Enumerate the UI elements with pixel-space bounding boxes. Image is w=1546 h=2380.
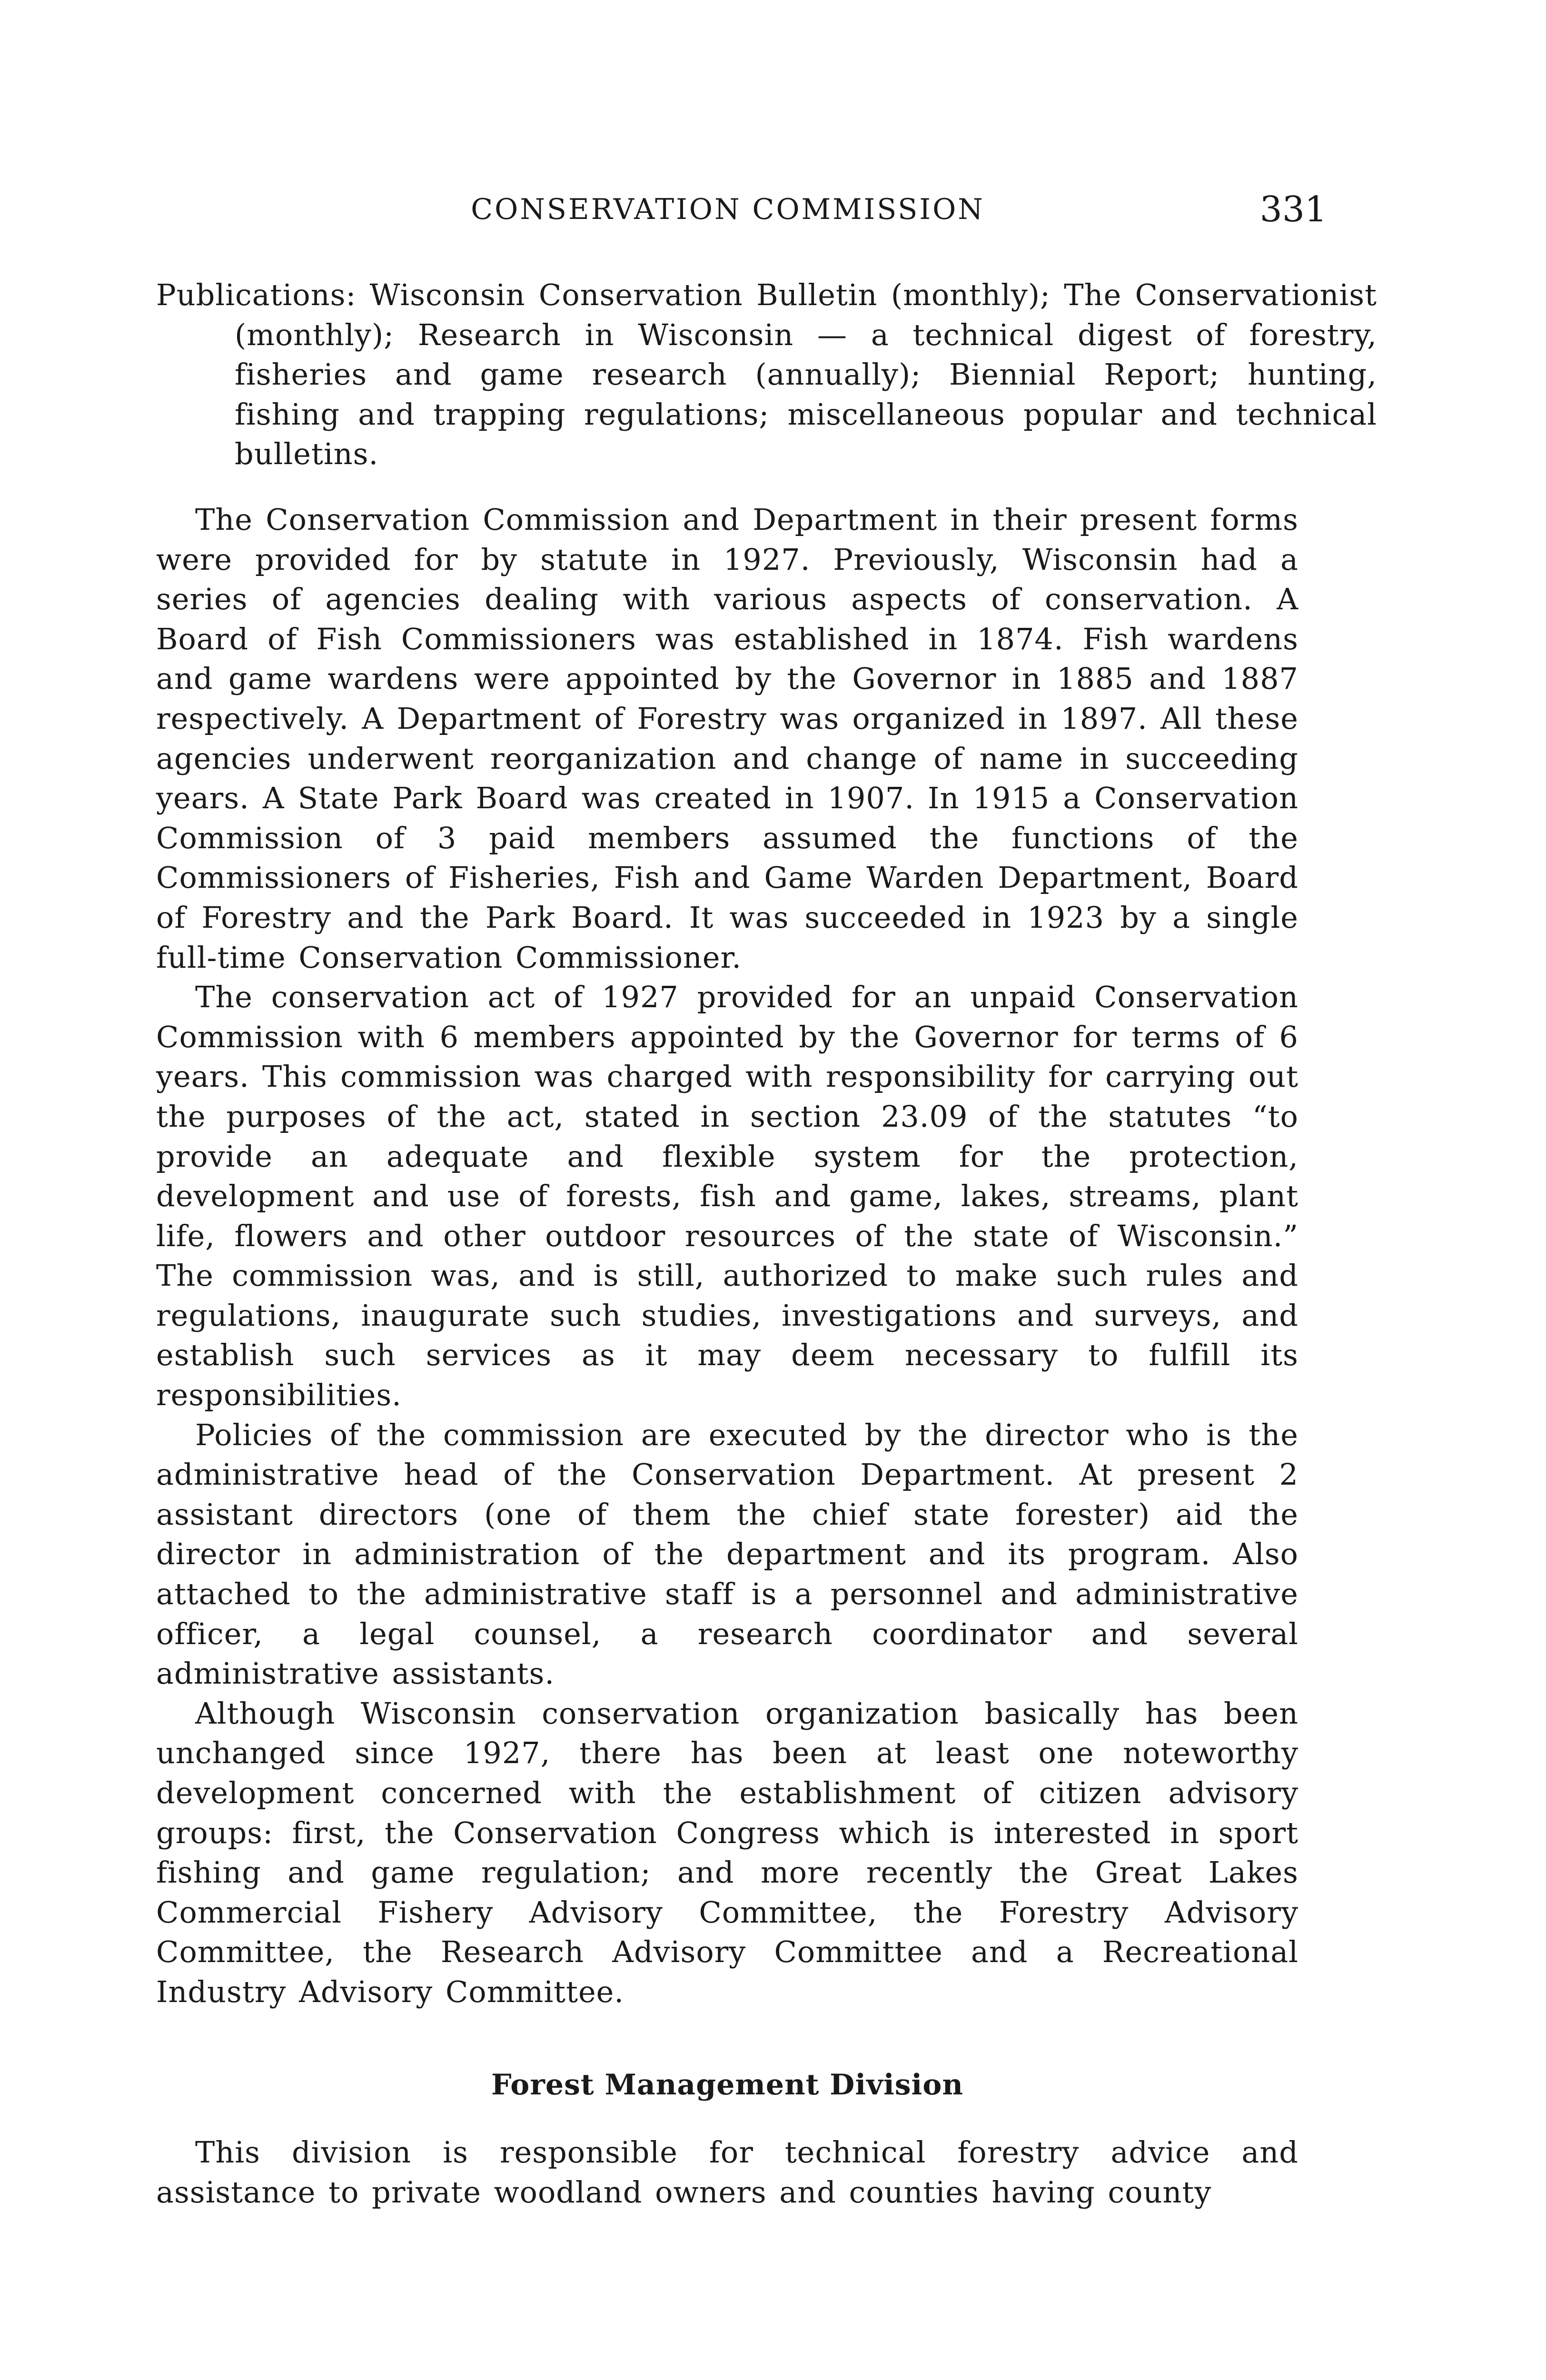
paragraph-policies: Policies of the commission are executed by the director who is the administrative head of the Conservation Department. At present 2 assistant directors (one of them the chief state forester) aid the director in administration of the department and its program. Also attached to the administrative staff is a personnel and administrative officer, a legal counsel, a research coordinator and several administrative assistants. <box>156 1417 1298 1691</box>
publications-paragraph <box>156 275 1377 474</box>
section-body <box>156 2132 1298 2212</box>
page-number: 331 <box>1259 189 1327 230</box>
paragraph-advisory-groups: Although Wisconsin conservation organization basically has been unchanged since 1927, there has been at least one noteworthy development concerned with the establishment of citizen advisory groups: first, the Conservation Congress which is interested in sport fishing and game regulation; and more recently the Great Lakes Commercial Fishery Advisory Committee, the Forestry Advisory Committee, the Research Advisory Committee and a Recreational Industry Advisory Committee. <box>156 1696 1298 2009</box>
section-heading: Forest Management Division <box>491 2068 963 2102</box>
running-title: CONSERVATION COMMISSION <box>471 193 985 226</box>
paragraph-conservation-act: The conservation act of 1927 provided for an unpaid Conservation Commission with 6 members appointed by the Governor for terms of 6 years. This commission was charged with responsibility for carrying out the purposes of the act, stated in section 23.09 of the statutes “to provide an adequate and flexible system for the protection, development and use of forests, fish and game, lakes, streams, plant life, flowers and other outdoor resources of the state of Wisconsin.” The commission was, and is still, authorized to make such rules and regulations, inaugurate such studies, investigations and surveys, and establish such services as it may deem necessary to fulfill its responsibilities. <box>156 980 1298 1413</box>
body-text <box>156 500 1298 2012</box>
paragraph-forest-management: This division is responsible for technical forestry advice and assistance to private woodland owners and counties having county <box>156 2135 1298 2210</box>
publications-text: Publications: Wisconsin Conservation Bulletin (monthly); The Conservationist (monthly); Research in Wisconsin — a technical digest of forestry, fisheries and game research (annually); Biennial Report; hunting, fishing and trapping regulations; miscellaneous popular and technical bulletins. <box>156 278 1377 472</box>
paragraph-history: The Conservation Commission and Department in their present forms were provided for by statute in 1927. Previously, Wisconsin had a series of agencies dealing with various aspects of conservation. A Board of Fish Commissioners was established in 1874. Fish wardens and game wardens were appointed by the Governor in 1885 and 1887 respectively. A Department of Forestry was organized in 1897. All these agencies underwent reorganization and change of name in succeeding years. A State Park Board was created in 1907. In 1915 a Conservation Commission of 3 paid members assumed the functions of the Commissioners of Fisheries, Fish and Game Warden Department, Board of Forestry and the Park Board. It was succeeded in 1923 by a single full-time Conservation Commissioner. <box>156 502 1298 975</box>
running-head <box>157 186 1327 233</box>
